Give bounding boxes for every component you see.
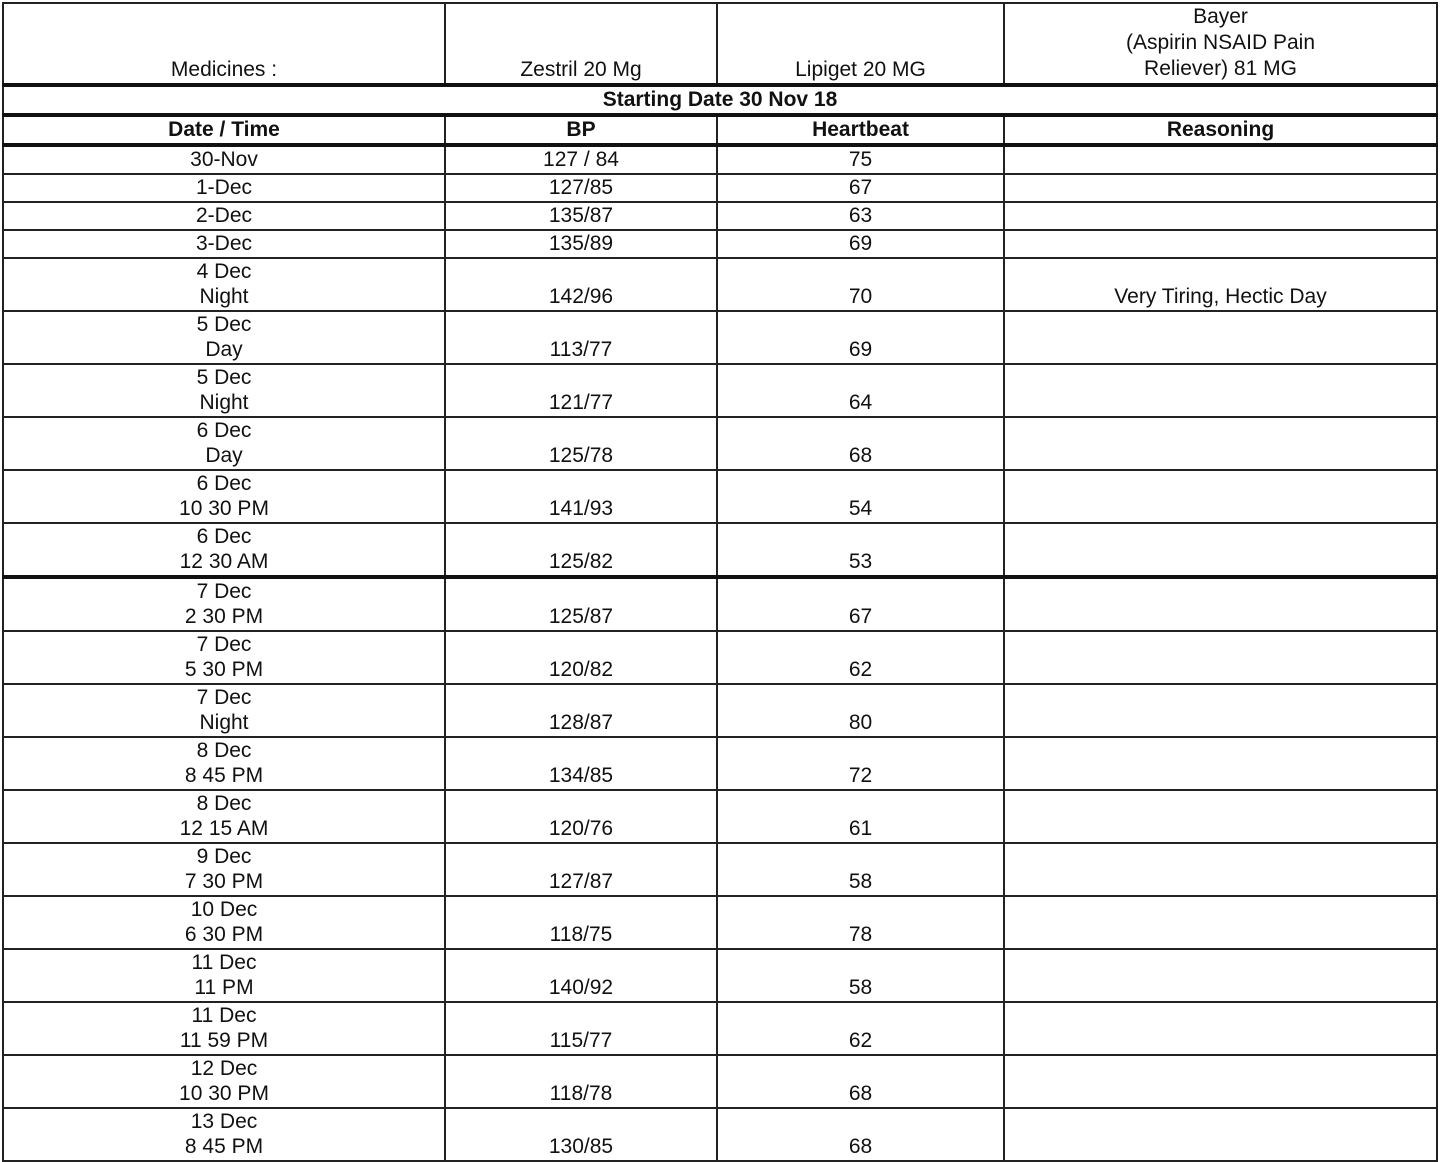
bp-cell: 118/78 [445, 1055, 717, 1108]
date-time-cell [3, 364, 445, 417]
table-row [3, 523, 1437, 577]
heartbeat-cell: 75 [717, 145, 1004, 174]
table-row [3, 470, 1437, 523]
column-header-reasoning: Reasoning [1004, 115, 1437, 145]
bp-cell: 125/87 [445, 577, 717, 631]
bp-cell: 130/85 [445, 1108, 717, 1161]
table-row [3, 843, 1437, 896]
table-row [3, 174, 1437, 202]
table-row [3, 230, 1437, 258]
time-text: 8 45 PM [184, 1135, 264, 1158]
bp-cell: 140/92 [445, 949, 717, 1002]
date-text: 11 Dec [191, 1004, 257, 1027]
date-time-cell [3, 311, 445, 364]
reasoning-cell [1004, 311, 1437, 364]
bp-cell: 127/87 [445, 843, 717, 896]
heartbeat-cell: 54 [717, 470, 1004, 523]
table-row [3, 258, 1437, 311]
bp-cell: 125/78 [445, 417, 717, 470]
reasoning-cell [1004, 523, 1437, 577]
date-time-cell [3, 684, 445, 737]
date-text: 8 Dec [196, 792, 252, 815]
date-text: 3-Dec [195, 232, 253, 255]
date-time-cell [3, 790, 445, 843]
table-row [3, 631, 1437, 684]
heartbeat-cell: 68 [717, 417, 1004, 470]
table-row [3, 684, 1437, 737]
reasoning-cell [1004, 737, 1437, 790]
reasoning-cell [1004, 1055, 1437, 1108]
bp-cell: 135/87 [445, 202, 717, 230]
date-time-cell [3, 470, 445, 523]
date-text: 6 Dec [196, 472, 252, 495]
date-time-cell [3, 258, 445, 311]
reasoning-cell [1004, 1002, 1437, 1055]
heartbeat-cell: 70 [717, 258, 1004, 311]
date-time-cell [3, 1108, 445, 1161]
heartbeat-cell: 64 [717, 364, 1004, 417]
bp-cell: 120/76 [445, 790, 717, 843]
medicine-bayer-line2: (Aspirin NSAID Pain [1125, 31, 1316, 54]
bp-cell: 142/96 [445, 258, 717, 311]
medicine-lipiget: Lipiget 20 MG [717, 3, 1004, 85]
time-text: 10 30 PM [179, 1082, 269, 1105]
medicine-bayer-line1: Bayer [1193, 5, 1248, 28]
time-text: Night [199, 391, 249, 414]
heartbeat-cell: 68 [717, 1108, 1004, 1161]
reasoning-cell [1004, 174, 1437, 202]
column-header-date: Date / Time [3, 115, 445, 145]
heartbeat-cell: 63 [717, 202, 1004, 230]
heartbeat-cell: 61 [717, 790, 1004, 843]
table-row [3, 202, 1437, 230]
heartbeat-cell: 62 [717, 1002, 1004, 1055]
reasoning-cell [1004, 949, 1437, 1002]
table-row [3, 1055, 1437, 1108]
time-text: 12 15 AM [179, 817, 269, 840]
date-text: 5 Dec [196, 366, 252, 389]
date-text: 1-Dec [195, 176, 253, 199]
bp-cell: 118/75 [445, 896, 717, 949]
table-row [3, 577, 1437, 631]
medicine-bayer [1004, 3, 1437, 85]
table-row [3, 737, 1437, 790]
time-text: Night [199, 711, 249, 734]
reasoning-cell [1004, 364, 1437, 417]
starting-date-row [3, 85, 1437, 115]
table-row [3, 896, 1437, 949]
time-text: Day [205, 338, 243, 361]
date-time-cell [3, 843, 445, 896]
time-text: 11 59 PM [179, 1029, 269, 1052]
date-text: 2-Dec [195, 204, 253, 227]
heartbeat-cell: 67 [717, 577, 1004, 631]
heartbeat-cell: 78 [717, 896, 1004, 949]
bp-cell: 141/93 [445, 470, 717, 523]
reasoning-cell [1004, 790, 1437, 843]
time-text: 2 30 PM [184, 605, 264, 628]
bp-log-table [2, 2, 1438, 1162]
time-text: 5 30 PM [184, 658, 264, 681]
table-row [3, 145, 1437, 174]
bp-cell: 115/77 [445, 1002, 717, 1055]
date-text: 7 Dec [196, 686, 252, 709]
reasoning-cell [1004, 470, 1437, 523]
date-text: 6 Dec [196, 525, 252, 548]
date-time-cell [3, 631, 445, 684]
heartbeat-cell: 68 [717, 1055, 1004, 1108]
date-time-cell [3, 1055, 445, 1108]
time-text: 12 30 AM [179, 550, 269, 573]
reasoning-cell [1004, 230, 1437, 258]
reasoning-cell [1004, 684, 1437, 737]
reasoning-cell [1004, 145, 1437, 174]
starting-date: Starting Date 30 Nov 18 [3, 85, 1437, 115]
heartbeat-cell: 67 [717, 174, 1004, 202]
date-time-cell [3, 949, 445, 1002]
heartbeat-cell: 80 [717, 684, 1004, 737]
time-text: 10 30 PM [179, 497, 269, 520]
date-text: 11 Dec [191, 951, 257, 974]
time-text: Day [205, 444, 243, 467]
date-text: 7 Dec [196, 633, 252, 656]
bp-cell: 113/77 [445, 311, 717, 364]
date-time-cell [3, 523, 445, 577]
date-time-cell [3, 202, 445, 230]
bp-cell: 135/89 [445, 230, 717, 258]
date-text: 9 Dec [196, 845, 252, 868]
time-text: 6 30 PM [184, 923, 264, 946]
reasoning-cell [1004, 577, 1437, 631]
reasoning-cell: Very Tiring, Hectic Day [1004, 258, 1437, 311]
date-text: 5 Dec [196, 313, 252, 336]
medicines-row [3, 3, 1437, 85]
time-text: 8 45 PM [184, 764, 264, 787]
date-text: 4 Dec [196, 260, 252, 283]
medicine-bayer-line3: Reliever) 81 MG [1144, 57, 1297, 80]
date-text: 12 Dec [190, 1057, 258, 1080]
table-row [3, 790, 1437, 843]
time-text: 11 PM [194, 976, 254, 999]
date-text: 13 Dec [190, 1110, 258, 1133]
bp-cell: 127 / 84 [445, 145, 717, 174]
heartbeat-cell: 62 [717, 631, 1004, 684]
bp-cell: 120/82 [445, 631, 717, 684]
reasoning-cell [1004, 202, 1437, 230]
reasoning-cell [1004, 1108, 1437, 1161]
table-row [3, 1002, 1437, 1055]
bp-cell: 128/87 [445, 684, 717, 737]
heartbeat-cell: 72 [717, 737, 1004, 790]
date-text: 7 Dec [196, 580, 252, 603]
table-row [3, 311, 1437, 364]
table-row [3, 949, 1437, 1002]
bp-cell: 121/77 [445, 364, 717, 417]
column-header-bp: BP [445, 115, 717, 145]
table-row [3, 364, 1437, 417]
column-header-row [3, 115, 1437, 145]
heartbeat-cell: 58 [717, 843, 1004, 896]
time-text: 7 30 PM [184, 870, 264, 893]
table-row [3, 417, 1437, 470]
reasoning-cell [1004, 631, 1437, 684]
heartbeat-cell: 69 [717, 230, 1004, 258]
heartbeat-cell: 69 [717, 311, 1004, 364]
heartbeat-cell: 58 [717, 949, 1004, 1002]
reasoning-cell [1004, 417, 1437, 470]
date-time-cell [3, 737, 445, 790]
date-time-cell [3, 145, 445, 174]
bp-cell: 134/85 [445, 737, 717, 790]
date-text: 8 Dec [196, 739, 252, 762]
medicine-zestril: Zestril 20 Mg [445, 3, 717, 85]
date-time-cell [3, 577, 445, 631]
date-time-cell [3, 1002, 445, 1055]
time-text: Night [199, 285, 249, 308]
medicines-label: Medicines : [3, 3, 445, 85]
table-row [3, 1108, 1437, 1161]
date-text: 6 Dec [196, 419, 252, 442]
reasoning-cell [1004, 843, 1437, 896]
date-time-cell [3, 417, 445, 470]
date-text: 10 Dec [190, 898, 258, 921]
date-time-cell [3, 896, 445, 949]
bp-cell: 125/82 [445, 523, 717, 577]
date-text: 30-Nov [190, 148, 258, 171]
heartbeat-cell: 53 [717, 523, 1004, 577]
date-time-cell [3, 230, 445, 258]
date-time-cell [3, 174, 445, 202]
bp-cell: 127/85 [445, 174, 717, 202]
column-header-heartbeat: Heartbeat [717, 115, 1004, 145]
reasoning-cell [1004, 896, 1437, 949]
